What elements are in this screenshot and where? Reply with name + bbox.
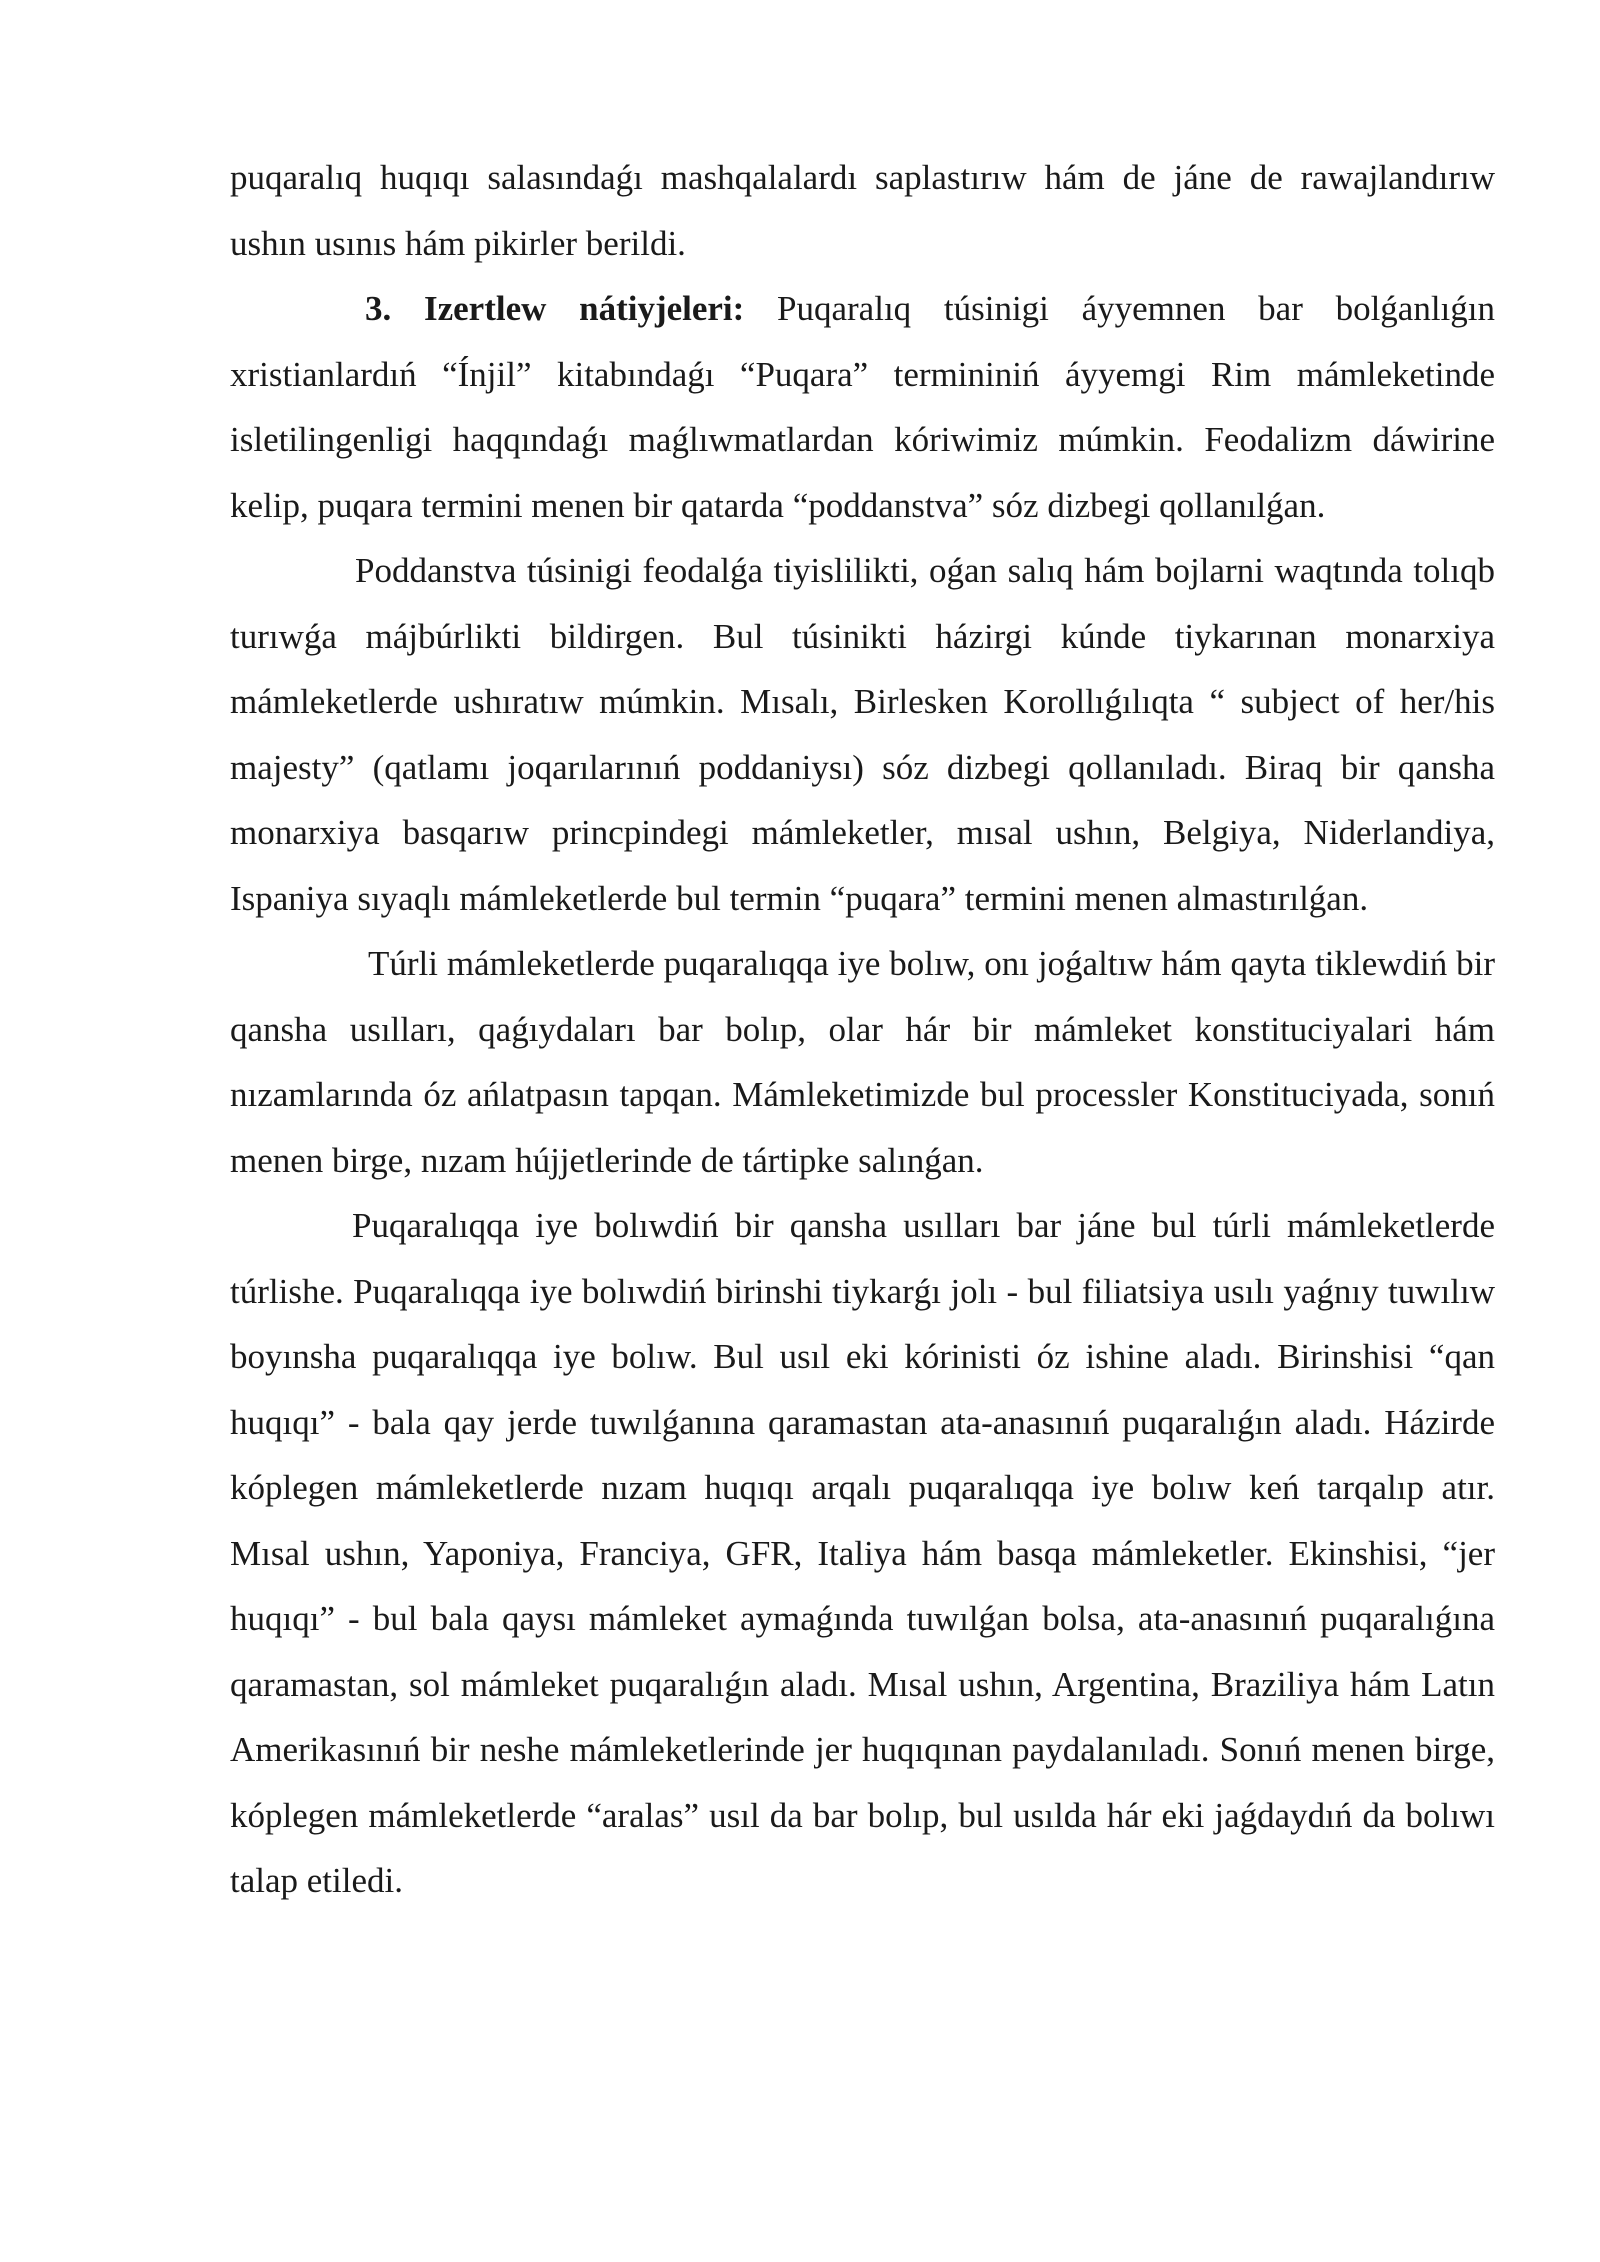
paragraph-citizenship-methods	[230, 931, 1495, 1193]
paragraph-intro-continuation	[230, 145, 1495, 276]
paragraph-text: Túrli mámleketlerde puqaralıqqa iye bolıw, onı joǵaltıw hám qayta tiklewdiń bir qansha usılları, qaǵıydaları bar bolıp, olar hár bir mámleket konstituciyalari hám nızamlarında óz ańlatpasın tapqan. Mámleketimizde bul processler Konstituciyada, sonıń menen birge, nızam hújjetlerinde de tártipke salınǵan.	[230, 944, 1495, 1180]
paragraph-text: puqaralıq huqıqı salasındaǵı mashqalalardı saplastırıw hám de jáne de rawajlandırıw ushın usınıs hám pikirler berildi.	[230, 158, 1495, 263]
paragraph-acquisition	[230, 1193, 1495, 1914]
paragraph-poddanstva	[230, 538, 1495, 931]
paragraph-text: Poddanstva túsinigi feodalǵa tiyislilikti, oǵan salıq hám bojlarni waqtında tolıqb turıwǵa májbúrlikti bildirgen. Bul túsinikti házirgi kúnde tiykarınan monarxiya mámleketlerde ushıratıw múmkin. Mısalı, Birlesken Korollıǵılıqta “ subject of her/his majesty” (qatlamı joqarılarınıń poddaniysı) sóz dizbegi qollanıladı. Biraq bir qansha monarxiya basqarıw princpindegi mámleketler, mısal ushın, Belgiya, Niderlandiya, Ispaniya sıyaqlı mámleketlerde bul termin “puqara” termini menen almastırılǵan.	[230, 551, 1495, 918]
document-page	[230, 145, 1495, 1914]
paragraph-results	[230, 276, 1495, 538]
paragraph-text: Puqaralıqqa iye bolıwdiń bir qansha usılları bar jáne bul túrli mámleketlerde túrlishe. Puqaralıqqa iye bolıwdiń birinshi tiykarǵı jolı - bul filiatsiya usılı yaǵnıy tuwılıw boyınsha puqaralıqqa iye bolıw. Bul usıl eki kórinisti óz ishine aladı. Birinshisi “qan huqıqı” - bala qay jerde tuwılǵanına qaramastan ata-anasınıń puqaralıǵın aladı. Házirde kóplegen mámleketlerde nızam huqıqı arqalı puqaralıqqa iye bolıw keń tarqalıp atır. Mısal ushın, Yaponiya, Franciya, GFR, Italiya hám basqa mámleketler. Ekinshisi, “jer huqıqı” - bul bala qaysı mámleket aymaǵında tuwılǵan bolsa, ata-anasınıń puqaralıǵına qaramastan, sol mámleket puqaralıǵın aladı. Mısal ushın, Argentina, Braziliya hám Latın Amerikasınıń bir neshe mámleketlerinde jer huqıqınan paydalanıladı. Sonıń menen birge, kóplegen mámleketlerde “aralas” usıl da bar bolıp, bul usılda hár eki jaǵdaydıń da bolıwı talap etiledi.	[230, 1206, 1495, 1900]
paragraph-text: Puqaralıq túsinigi áyyemnen bar bolǵanlıǵın xristianlardıń “Ínjil” kitabındaǵı “Puqara” termininiń áyyemgi Rim mámleketinde isletilingenligi haqqındaǵı maǵlıwmatlardan kóriwimiz múmkin. Feodalizm dáwirine kelip, puqara termini menen bir qatarda “poddanstva” sóz dizbegi qollanılǵan.	[230, 289, 1495, 525]
section-heading: 3. Izertlew nátiyjeleri:	[365, 289, 745, 328]
